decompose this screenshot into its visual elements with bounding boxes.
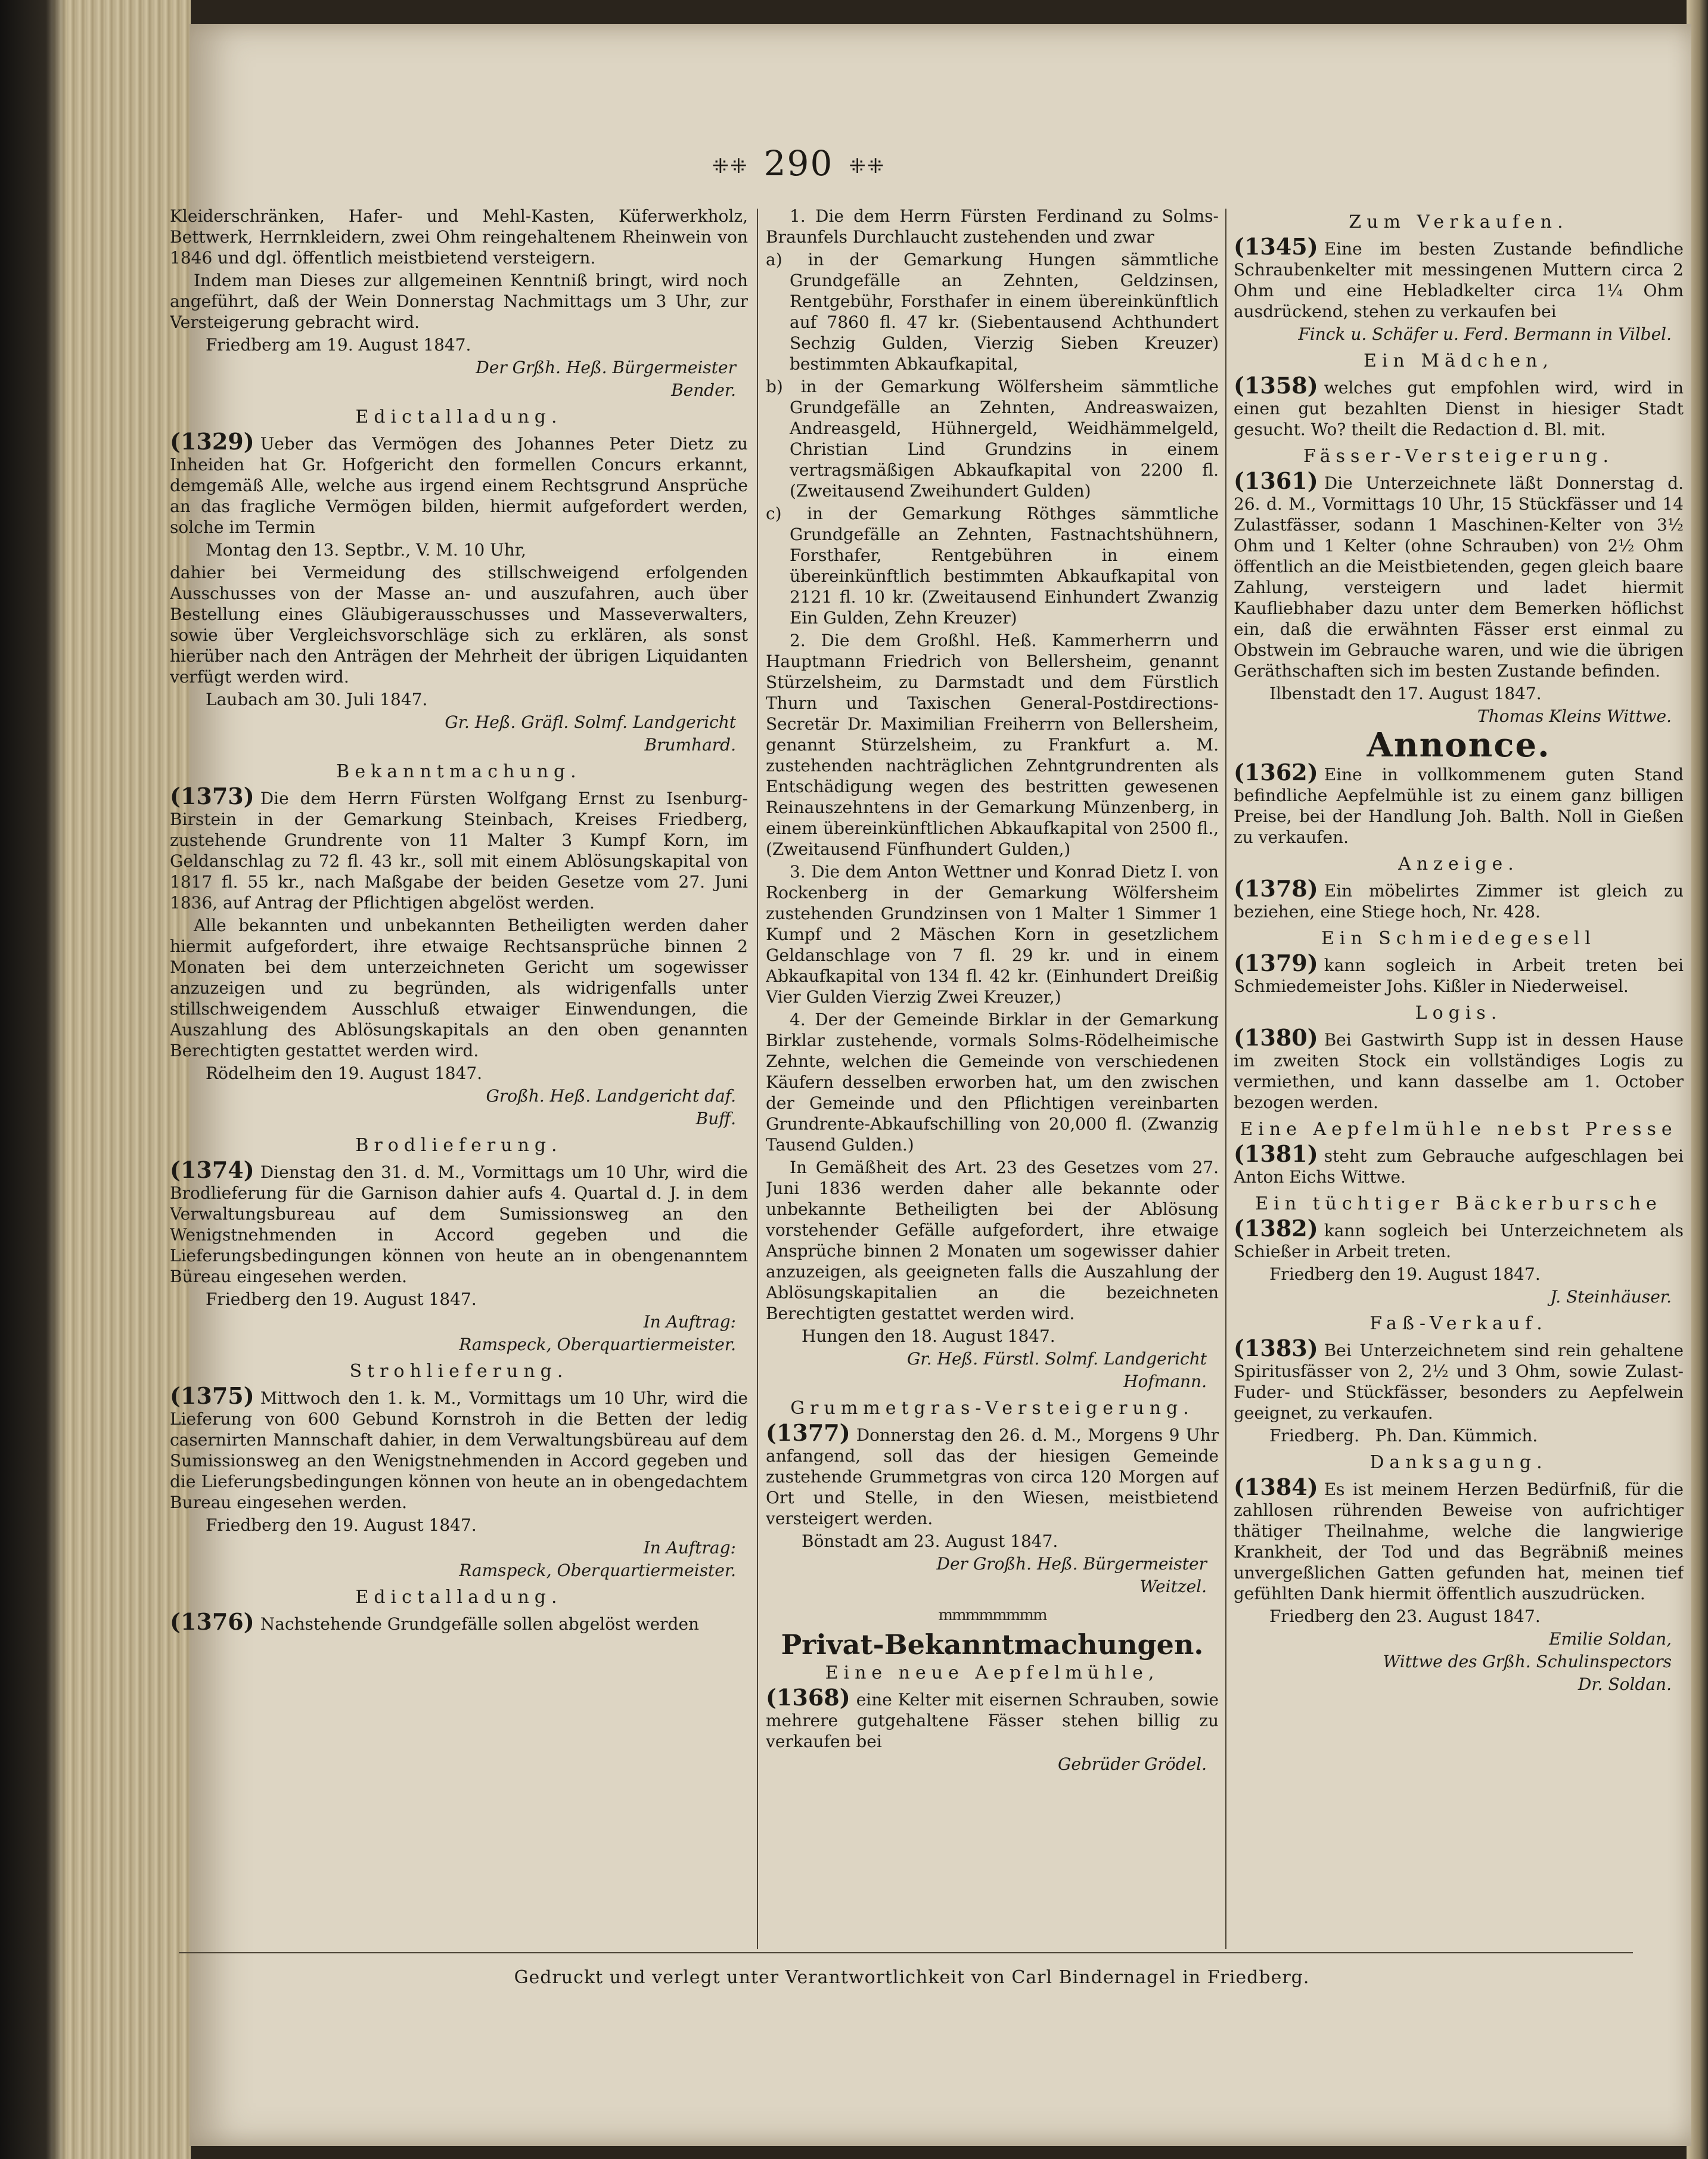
ad-signature: Emilie Soldan, [1549,1629,1672,1649]
ad-body [1234,759,1684,848]
ad-text: Ein möbelirtes Zimmer ist gleich zu beziehen, eine Stiege hoch, Nr. 428. [1234,881,1684,922]
ad-heading: Eine Aepfelmühle nebst Presse [1240,1119,1678,1140]
page-number: 290 [763,143,834,184]
ad-text: Bei Unterzeichnetem sind rein gehaltene Spiritusfässer von 2, 2½ und 3 Ohm, sowie Zulast- Fuder- und Stückfässer, besonders zu Aepfelwein geeignet, zu verkaufen. [1234,1341,1684,1423]
ad-signature: Ph. Dan. Kümmich. [1375,1426,1538,1445]
list-item: 1. Die dem Herrn Fürsten Ferdinand zu Solms-Braunfels Durchlaucht zustehenden und zwar [766,206,1219,247]
column-divider [757,209,758,1949]
ad-body [170,1382,748,1513]
ornament-right-icon: ⁜⁜ [849,154,886,178]
ad-signature: Wittwe des Grßh. Schulinspectors [1383,1652,1672,1671]
ad-text: Die Unterzeichnete läßt Donnerstag d. 26. d. M., Vormittags 10 Uhr, 15 Stückfässer und 14 Zulastfässer, sodann 1 Maschinen-Kelter von 3½ Ohm und 1 Kelter (ohne Schrauben) von 2½ Ohm öffentlich an die Meistbietenden, gegen gleich baare Zahlung, versteigern und ladet hiermit Kaufliebhaber dazu unter dem Bemerken höflichst ein, daß die erwähnten Fässer erst einmal zu Obstwein im Gebrauche waren, und wie die übrigen Geräthschaften sich im besten Zustande befinden. [1234,473,1684,681]
ad-heading: Anzeige. [1398,854,1519,874]
ad-body [1234,950,1684,997]
ad-body [766,1419,1219,1529]
ad-date: Friedberg den 19. August 1847. [206,1515,477,1535]
ad-number: (1383) [1234,1335,1318,1361]
ad-date: Ilbenstadt den 17. August 1847. [1269,684,1542,703]
ad-number: (1358) [1234,372,1318,399]
ad-text: eine Kelter mit eisernen Schrauben, sowie mehrere gutgehaltene Fässer stehen billig zu verkaufen bei [766,1690,1219,1751]
ad-number: (1373) [170,783,254,809]
ad-term: Montag den 13. Septbr., V. M. 10 Uhr, [206,540,527,560]
ad-number: (1379) [1234,950,1318,976]
ad-body [1234,1215,1684,1262]
ad-number: (1368) [766,1684,850,1711]
ad-signature: Buff. [695,1109,736,1128]
ad-body [766,1684,1219,1752]
ad-heading: Grummetgras-Versteigerung. [790,1398,1194,1419]
ad-signature: In Auftrag: [643,1312,736,1332]
ad-heading: Edictalladung. [355,1587,563,1608]
ad-body [170,783,748,913]
ad-signature: J. Steinhäuser. [1550,1287,1672,1307]
ad-text: Eine in vollkommenem guten Stand befindliche Aepfelmühle ist zu einem ganz billigen Preise, bei der Handlung Joh. Balth. Noll in Gießen zu verkaufen. [1234,765,1684,847]
ad-date: Friedberg den 19. August 1847. [206,1289,477,1309]
ad-number: (1329) [170,428,254,455]
ad-number: (1361) [1234,467,1318,494]
ad-text: kann sogleich in Arbeit treten bei Schmiedemeister Johs. Kißler in Niederweisel. [1234,956,1684,996]
ad-date-sign [1234,1425,1684,1446]
ad-body [1234,1140,1684,1187]
page-footer: Gedruckt und verlegt unter Verantwortlichkeit von Carl Bindernagel in Friedberg. [514,1967,1310,1988]
ad-signature: Ramspeck, Oberquartiermeister. [459,1561,736,1580]
ad-number: (1376) [170,1608,254,1635]
ad-number: (1362) [1234,759,1318,786]
ad-number: (1375) [170,1382,254,1409]
ad-signature: Hofmann. [1123,1372,1207,1391]
list-item: a) in der Gemarkung Hungen sämmtliche Grundgefälle an Zehnten, Geldzinsen, Rentgebühr, Forsthafer in einem übereinkünftlich auf 7860 fl. 47 kr. (Siebentausend Achthundert Sechzig Gulden, Vierzig Sieben Kreuzer) bestimmten Abkaufkapital, [766,250,1219,374]
section-heading: Annonce. [1367,725,1551,765]
ad-body [170,1608,748,1635]
ad-signature: Thomas Kleins Wittwe. [1477,706,1672,726]
ad-signature: Gr. Heß. Gräfl. Solmf. Landgericht [445,712,736,732]
list-item: b) in der Gemarkung Wölfersheim sämmtliche Grundgefälle an Zehnten, Andreaswaizen, Andreasgeld, Hühnergeld, Weidhämmelgeld, Christian Lind Grundzins in einem vertragsmäßigen Abkaufkapital von 2200 fl. (Zweitausend Zweihundert Gulden) [766,377,1219,501]
ad-signature: In Auftrag: [643,1538,736,1558]
ad-heading: Faß-Verkauf. [1369,1313,1548,1334]
ad-date: Rödelheim den 19. August 1847. [206,1063,483,1083]
ad-heading: Ein Schmiedegesell [1321,928,1597,949]
footer-divider [179,1952,1633,1953]
ad-text: Donnerstag den 26. d. M., Morgens 9 Uhr anfangend, soll das der hiesigen Gemeinde zustehende Grummetgras von circa 120 Morgen auf Ort und Stelle, in den Wiesen, meistbietend versteigert werden. [766,1425,1219,1528]
ad-text: Nachstehende Grundgefälle sollen abgelöst werden [260,1614,700,1634]
ad-body [1234,1024,1684,1113]
ad-number: (1374) [170,1156,254,1183]
ad-number: (1377) [766,1419,850,1446]
ad-text: Mittwoch den 1. k. M., Vormittags um 10 Uhr, wird die Lieferung von 600 Gebund Kornstroh in die Betten der ledig casernirten Mannschaft dahier, in dem Verwaltungsbüreau auf dem Sumissionsweg an den Wenigstnehmenden in Accord gegeben und die Lieferungsbedingungen können von heute an in obengedachtem Bureau eingesehen werden. [170,1388,748,1512]
ad-body [1234,1335,1684,1423]
ad-heading: Edictalladung. [355,407,563,427]
ad-heading: Eine neue Aepfelmühle, [825,1662,1160,1683]
ad-signature: Gr. Heß. Fürstl. Solmf. Landgericht [907,1349,1207,1369]
section-heading: Privat-Bekanntmachungen. [781,1628,1204,1661]
column-divider [1225,209,1226,1949]
ad-signature: Dr. Soldan. [1577,1674,1672,1694]
ad-text: Die dem Herrn Fürsten Wolfgang Ernst zu Isenburg-Birstein in der Gemarkung Steinbach, Kreises Friedberg, zustehende Grundrente von 11 Malter 3 Kumpf Korn, im Geldanschlag zu 72 fl. 43 kr., soll mit einem Ablösungskapital von 1817 fl. 55 kr., nach Maßgabe der beiden Gesetze vom 27. Juni 1836, auf Antrag der Pflichtigen abgelöst werden. [170,789,748,913]
ad-body [1234,1476,1684,1604]
ad-signature: Weitzel. [1139,1577,1207,1596]
list-item: 4. Der der Gemeinde Birklar in der Gemarkung Birklar zustehende, vormals Solms-Rödelheimische Zehnte, welchen die Gemeinde von verschiedenen Käufern desselben erworben hat, um den zwischen der Gemeinde und den Pflichtigen vereinbarten Grundrente-Abkaufschilling von 20,000 fl. (Zwanzig Tausend Gulden.) [766,1010,1219,1155]
ad-date: Friedberg den 19. August 1847. [1269,1264,1541,1284]
ad-text: kann sogleich bei Unterzeichnetem als Schießer in Arbeit treten. [1234,1221,1684,1261]
ad-text: Dienstag den 31. d. M., Vormittags um 10 Uhr, wird die Brodlieferung für die Garnison dahier aufs 4. Quartal d. J. in dem Verwaltungsbureau auf dem Sumissionsweg an den Wenigstnehmenden in Accord gegeben und die Lieferungsbedingungen können von heute an in obengenanntem Büreau eingesehen werden. [170,1162,748,1286]
ad-text: Bei Gastwirth Supp ist in dessen Hause im zweiten Stock ein vollständiges Logis zu vermiethen, und kann dasselbe am 1. October bezogen werden. [1234,1030,1684,1112]
ad-date: Bönstadt am 23. August 1847. [802,1531,1058,1551]
ad-signature: Der Großh. Heß. Bürgermeister [936,1554,1207,1574]
ad-text: Eine im besten Zustande befindliche Schraubenkelter mit messingenen Muttern circa 2 Ohm und eine Hebladkelter circa 1¼ Ohm ausdrückend, stehen zu verkaufen bei [1234,239,1684,321]
ad-body [1234,875,1684,922]
ad-text: dahier bei Vermeidung des stillschweigend erfolgenden Ausschusses von der Masse an- und auszufahren, auch über Bestellung eines Gläubigerausschusses und Masseverwalters, sowie über Vergleichsvorschläge sich zu erklären, als sonst hierüber nach den Anträgen der Mehrheit der übrigen Liquidanten verfügt werden wird. [170,563,748,687]
ad-number: (1381) [1234,1140,1318,1167]
ad-heading: Danksagung. [1369,1452,1548,1473]
book-edge [0,0,191,2159]
ad-signature: Der Grßh. Heß. Bürgermeister [476,358,736,377]
ad-signature: Ramspeck, Oberquartiermeister. [459,1335,736,1354]
page-header [644,143,954,184]
column-middle [766,206,1219,1952]
ad-number: (1384) [1234,1474,1318,1500]
ad-heading: Ein Mädchen, [1364,350,1554,371]
ad-text: Kleiderschränken, Hafer- und Mehl-Kasten, Küferwerkholz, Bettwerk, Herrnkleidern, zwei Ohm reingehaltenem Rheinwein von 1846 und dgl. öffentlich meistbietend versteigern. [170,206,748,268]
column-left [170,206,748,1952]
ad-body [170,1156,748,1287]
column-right [1234,206,1684,1952]
ad-number: (1382) [1234,1215,1318,1242]
ad-text: In Gemäßheit des Art. 23 des Gesetzes vom 27. Juni 1836 werden daher alle bekannte oder unbekannte Betheiligten bei der Ablösung vorstehender Gefälle aufgefordert, ihre etwaige Ansprüche binnen 2 Monaten um sogewisser dahier anzuzeigen, als geeigneten falls die Auszahlung der Ablösungskapitalien an die bezeichneten Berechtigten gestattet werden wird. [766,1158,1219,1323]
ad-number: (1378) [1234,875,1318,902]
ad-number: (1380) [1234,1024,1318,1051]
ornament-left-icon: ⁜⁜ [712,154,749,178]
ad-date: Friedberg den 23. August 1847. [1269,1606,1541,1626]
ad-heading: Zum Verkaufen. [1349,212,1569,232]
ad-body [1234,372,1684,440]
ad-text: Indem man Dieses zur allgemeinen Kenntniß bringt, wird noch angeführt, daß der Wein Donnerstag Nachmittags um 3 Uhr, zur Versteigerung gebracht wird. [170,271,748,332]
ad-text: steht zum Gebrauche aufgeschlagen bei Anton Eichs Wittwe. [1234,1146,1684,1187]
ad-signature: Gebrüder Grödel. [1057,1754,1207,1774]
ad-date: Friedberg am 19. August 1847. [206,335,471,355]
ad-signature: Brumhard. [644,735,736,755]
ad-signature: Großh. Heß. Landgericht daf. [486,1086,736,1106]
ad-date: Hungen den 18. August 1847. [802,1326,1055,1346]
ad-body [1234,233,1684,322]
section-divider: mmmmmmmm [938,1606,1046,1624]
ad-date: Friedberg. [1269,1426,1359,1445]
ad-heading: Bekanntmachung. [336,761,582,782]
list-item: c) in der Gemarkung Röthges sämmtliche Grundgefälle an Zehnten, Fastnachtshühnern, Forsthafer, Rentgebühren in einem übereinkünftlich bestimmten Abkaufkapital von 2121 fl. 10 kr. (Zweitausend Einhundert Zwanzig Ein Gulden, Zehn Kreuzer) [766,504,1219,628]
ad-number: (1345) [1234,233,1318,260]
ad-date: Laubach am 30. Juli 1847. [206,690,428,709]
ad-heading: Ein tüchtiger Bäckerbursche [1255,1193,1662,1214]
ad-text: welches gut empfohlen wird, wird in einen gut bezahlten Dienst in hiesiger Stadt gesucht. Wo? theilt die Redaction d. Bl. mit. [1234,378,1684,439]
ad-heading: Brodlieferung. [355,1135,563,1156]
list-item: 3. Die dem Anton Wettner und Konrad Dietz I. von Rockenberg in der Gemarkung Wölfersheim zustehenden Grundzinsen von 1 Malter 1 Simmer 1 Kumpf und 2 Mäschen Korn in gesetzlichem Geldanschlage von 7 fl. 29 kr. und in einem Abkaufkapital von 134 fl. 42 kr. (Einhundert Dreißig Vier Gulden Vierzig Zwei Kreuzer,) [766,862,1219,1007]
ad-heading: Strohlieferung. [349,1361,569,1382]
ad-heading: Fässer-Versteigerung. [1303,446,1614,467]
ad-signature: Bender. [671,380,736,400]
list-item: 2. Die dem Großhl. Heß. Kammerherrn und Hauptmann Friedrich von Bellersheim, genannt Stürzelsheim, zu Darmstadt und dem Fürstlich Thurn und Taxischen General-Postdirections-Secretär Dr. Maximilian Freiherrn von Bellersheim, genannt Stürzelsheim, zu Frankfurt a. M. zustehenden nachträglichen Zehntgrundrenten als Entschädigung wegen des bestritten gewesenen Reinauszehntens in der Gemarkung Münzenberg, in einem übereinkünftlichen Abkaufkapital von 2500 fl., (Zweitausend Fünfhundert Gulden,) [766,631,1219,859]
ad-body [1234,467,1684,681]
ad-text: Es ist meinem Herzen Bedürfniß, für die zahllosen rührenden Beweise von aufrichtiger thätiger Theilnahme, welche die langwierige Krankheit, der Tod und das Begräbniß meines unvergeßlichen Gatten gefunden hat, meinen tief gefühlten Dank hiermit öffentlich auszudrücken. [1234,1479,1684,1603]
ad-heading: Logis. [1415,1003,1502,1023]
ad-body [170,428,748,538]
ad-text: Ueber das Vermögen des Johannes Peter Dietz zu Inheiden hat Gr. Hofgericht den formellen Concurs erkannt, demgemäß Alle, welche aus irgend einem Rechtsgrund Ansprüche an das fragliche Vermögen bilden, hiermit aufgefordert werden, solche im Termin [170,434,748,537]
ad-signature: Finck u. Schäfer u. Ferd. Bermann in Vilbel. [1298,324,1672,344]
ad-text: Alle bekannten und unbekannten Betheiligten werden daher hiermit aufgefordert, ihre etwaige Rechtsansprüche binnen 2 Monaten bei dem unterzeichneten Gericht um sogewisser anzuzeigen und zu begründen, als widrigenfalls unter stillschweigendem Ausschluß etwaiger Einwendungen, die Auszahlung des Ablösungskapitals an den oben genannten Berechtigten gestattet werden wird. [170,916,748,1060]
